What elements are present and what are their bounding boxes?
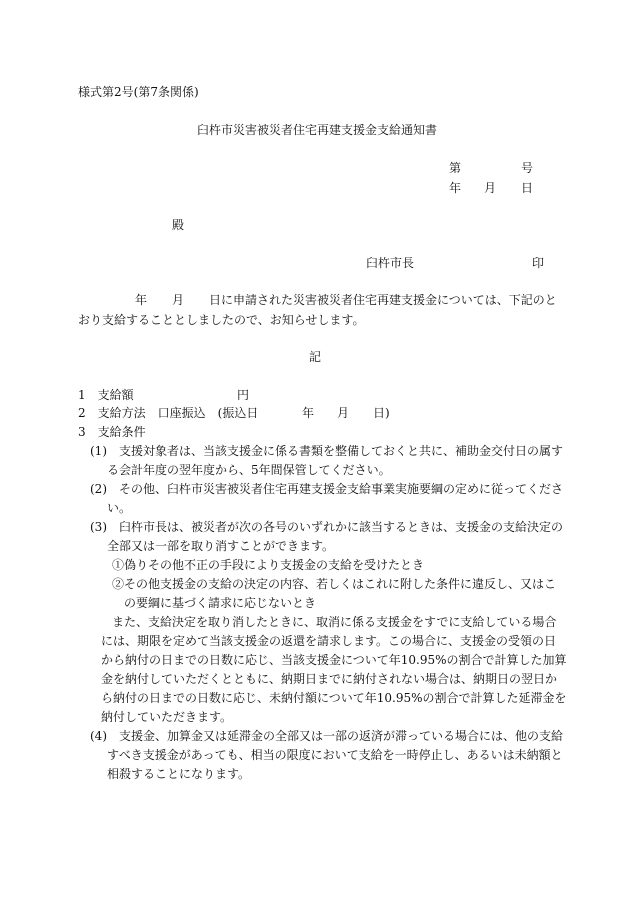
date-day: 日 (521, 181, 534, 195)
item2-day: 日) (373, 406, 390, 420)
item2-year: 年 (302, 406, 315, 420)
form-label: 様式第2号(第7条関係) (78, 85, 199, 99)
addressee-honorific: 殿 (172, 218, 185, 232)
condition-3-line2: 全部又は一部を取り消すことができます。 (107, 539, 335, 553)
issuer-name: 臼杵市長 (366, 256, 415, 270)
document-title: 臼杵市災害被災者住宅再建支援金支給通知書 (197, 123, 438, 137)
condition-2-line2: い。 (107, 501, 132, 515)
condition-3-para-line5: ら納付の日までの日数に応じ、未納付額について年10.95%の割合で計算した延滞金を (101, 691, 567, 705)
item1-label: 1 支給額 (78, 388, 134, 402)
doc-number-suffix: 号 (521, 161, 534, 175)
seal-mark: 印 (532, 256, 545, 270)
date-month: 月 (484, 181, 497, 195)
condition-3-para-line4: 金を納付していただくとともに、納期日までに納付されない場合は、納期日の翌日か (101, 672, 558, 686)
condition-3-sub2-line2: の要綱に基づく請求に応じないとき (124, 596, 317, 610)
condition-4-line1: (4) 支援金、加算金又は延滞金の全部又は一部の返済が滞っている場合には、他の支給 (90, 729, 564, 743)
doc-number-prefix: 第 (449, 161, 462, 175)
condition-3-para-line1: また、支給決定を取り消したときに、取消に係る支援金をすでに支給している場合 (112, 615, 557, 629)
item1-unit: 円 (237, 388, 250, 402)
intro-text-line1: 日に申請された災害被災者住宅再建支援金については、下記のと (209, 293, 557, 307)
condition-2-line1: (2) その他、臼杵市災害被災者住宅再建支援金支給事業実施要綱の定めに従ってくださ (90, 482, 564, 496)
intro-year: 年 (135, 293, 148, 307)
condition-3-sub2-line1: ②その他支援金の支給の決定の内容、若しくはこれに附した条件に違反し、又はこ (112, 577, 557, 591)
condition-1-line1: (1) 支援対象者は、当該支援金に係る書類を整備しておくと共に、補助金交付日の属す (90, 444, 564, 458)
item2-month: 月 (337, 406, 350, 420)
condition-3-sub1: ①偽りその他不正の手段により支援金の支給を受けたとき (112, 558, 425, 572)
condition-4-line2: すべき支援金があっても、相当の限度において支給を一時停止し、あるいは未納額と (107, 748, 563, 762)
intro-month: 月 (172, 293, 185, 307)
date-year: 年 (449, 181, 462, 195)
intro-text-line2: おり支給することとしましたので、お知らせします。 (78, 313, 365, 327)
condition-1-line2: る会計年度の翌年度から、5年間保管してください。 (107, 463, 391, 477)
item2-label: 2 支給方法 口座振込 (振込日 (78, 406, 259, 420)
condition-3-para-line6: 納付していただきます。 (101, 710, 233, 724)
condition-3-para-line3: から納付の日までの日数に応じ、当該支援金について年10.95%の割合で計算した加算 (101, 653, 567, 667)
condition-4-line3: 相殺することになります。 (107, 767, 251, 781)
ki-heading: 記 (309, 350, 322, 364)
condition-3-para-line2: には、期限を定めて当該支援金の返還を請求します。この場合に、支援金の受領の日 (101, 634, 557, 648)
condition-3-line1: (3) 臼杵市長は、被災者が次の各号のいずれかに該当するときは、支援金の支給決定の (90, 520, 564, 534)
item3-label: 3 支給条件 (78, 425, 146, 439)
